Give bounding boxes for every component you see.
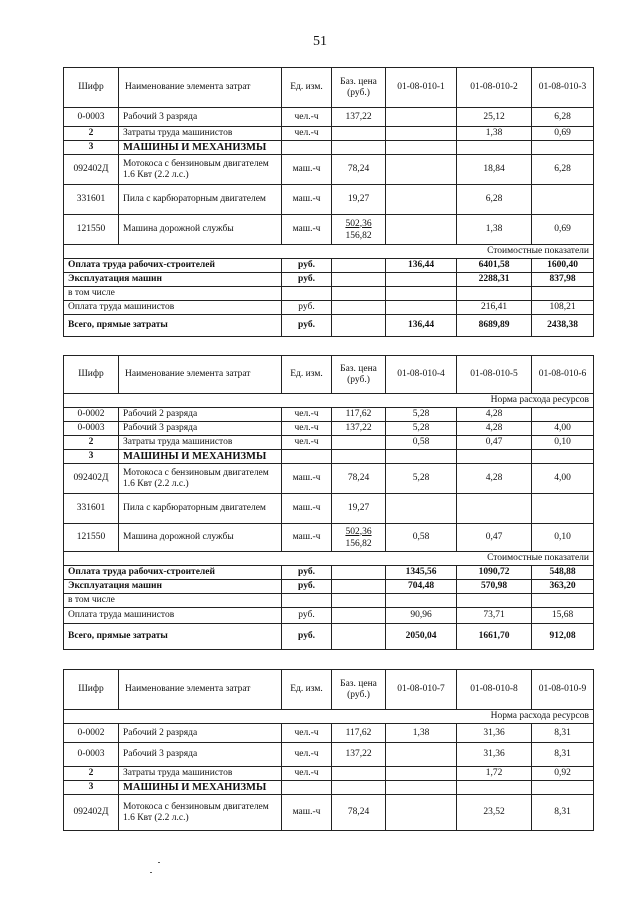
row-code: 092402Д <box>64 795 119 831</box>
total-val-a <box>386 273 457 287</box>
total-name: в том числе <box>64 594 282 608</box>
resource-table-1 <box>63 67 594 337</box>
row-name: Рабочий 3 разряда <box>119 743 282 767</box>
band-row <box>64 552 594 566</box>
row-val-c <box>532 408 594 422</box>
table-row <box>64 494 594 524</box>
section-row <box>64 781 594 795</box>
row-val-b: 6,28 <box>457 185 532 215</box>
total-unit: руб. <box>282 301 332 315</box>
total-name: Эксплуатация машин <box>64 273 282 287</box>
row-code: 092402Д <box>64 155 119 185</box>
header-name: Наименование элемента затрат <box>119 356 282 394</box>
total-unit: руб. <box>282 624 332 650</box>
row-unit: чел.-ч <box>282 436 332 450</box>
row-code: 121550 <box>64 524 119 552</box>
total-unit: руб. <box>282 259 332 273</box>
table-header-row <box>64 356 594 394</box>
row-name: Затраты труда машинистов <box>119 436 282 450</box>
header-col-c: 01-08-010-3 <box>532 68 594 108</box>
cost-indicators-label: Стоимостные показатели <box>64 552 594 566</box>
row-val-b: 4,28 <box>457 464 532 494</box>
total-unit: руб. <box>282 608 332 624</box>
resource-norm-label: Норма расхода ресурсов <box>64 710 594 724</box>
row-val-b <box>457 494 532 524</box>
total-row <box>64 273 594 287</box>
row-val-b: 4,28 <box>457 408 532 422</box>
row-unit: маш.-ч <box>282 155 332 185</box>
row-price <box>332 524 386 552</box>
table-row <box>64 743 594 767</box>
total-val-b: 2288,31 <box>457 273 532 287</box>
row-code: 331601 <box>64 185 119 215</box>
row-val-a <box>386 155 457 185</box>
row-val-b: 1,38 <box>457 127 532 141</box>
table-row <box>64 524 594 552</box>
row-name: Рабочий 2 разряда <box>119 724 282 743</box>
price-secondary: 156,82 <box>345 230 372 241</box>
total-name: Всего, прямые затраты <box>64 315 282 337</box>
total-row <box>64 624 594 650</box>
row-name: Мотокоса с бензиновым двигателем 1.6 Квт (2.2 л.с.) <box>119 155 282 185</box>
row-val-c: 8,31 <box>532 724 594 743</box>
section-row <box>64 141 594 155</box>
row-name: Пила с карбюраторным двигателем <box>119 185 282 215</box>
header-unit: Ед. изм. <box>282 356 332 394</box>
header-col-b: 01-08-010-2 <box>457 68 532 108</box>
table-row <box>64 127 594 141</box>
total-val-b: 1090,72 <box>457 566 532 580</box>
row-val-c: 4,00 <box>532 464 594 494</box>
total-name: Оплата труда рабочих-строителей <box>64 566 282 580</box>
header-code: Шифр <box>64 68 119 108</box>
row-price: 78,24 <box>332 795 386 831</box>
row-code: 2 <box>64 127 119 141</box>
total-row <box>64 301 594 315</box>
total-row <box>64 259 594 273</box>
header-col-b: 01-08-010-5 <box>457 356 532 394</box>
section-code: 3 <box>64 781 119 795</box>
total-val-a: 1345,56 <box>386 566 457 580</box>
row-val-a <box>386 108 457 127</box>
row-val-c: 0,92 <box>532 767 594 781</box>
row-val-c: 0,10 <box>532 436 594 450</box>
table-row <box>64 215 594 245</box>
total-row <box>64 566 594 580</box>
header-name: Наименование элемента затрат <box>119 68 282 108</box>
row-val-c: 8,31 <box>532 743 594 767</box>
total-row <box>64 608 594 624</box>
row-val-c: 8,31 <box>532 795 594 831</box>
header-price: Баз. цена (руб.) <box>332 670 386 710</box>
table-header-row <box>64 68 594 108</box>
header-col-a: 01-08-010-4 <box>386 356 457 394</box>
total-val-c: 548,88 <box>532 566 594 580</box>
row-name: Машина дорожной службы <box>119 215 282 245</box>
row-unit: чел.-ч <box>282 422 332 436</box>
total-val-b: 8689,89 <box>457 315 532 337</box>
row-code: 0-0003 <box>64 422 119 436</box>
row-code: 0-0003 <box>64 743 119 767</box>
page-number: 51 <box>313 34 327 49</box>
total-row <box>64 580 594 594</box>
row-unit: чел.-ч <box>282 767 332 781</box>
total-val-b: 73,71 <box>457 608 532 624</box>
header-unit: Ед. изм. <box>282 670 332 710</box>
total-val-a: 704,48 <box>386 580 457 594</box>
row-price: 19,27 <box>332 494 386 524</box>
table-row <box>64 108 594 127</box>
total-row <box>64 594 594 608</box>
band-row <box>64 245 594 259</box>
row-unit: чел.-ч <box>282 743 332 767</box>
row-val-a <box>386 795 457 831</box>
row-unit: маш.-ч <box>282 185 332 215</box>
row-val-b: 4,28 <box>457 422 532 436</box>
total-name: Оплата труда рабочих-строителей <box>64 259 282 273</box>
total-unit: руб. <box>282 566 332 580</box>
cost-indicators-label: Стоимостные показатели <box>64 245 594 259</box>
band-row <box>64 394 594 408</box>
section-row <box>64 450 594 464</box>
row-price: 117,62 <box>332 408 386 422</box>
row-code: 0-0003 <box>64 108 119 127</box>
total-val-c: 2438,38 <box>532 315 594 337</box>
row-val-c <box>532 185 594 215</box>
section-code: 3 <box>64 450 119 464</box>
table-row <box>64 724 594 743</box>
row-val-a: 5,28 <box>386 422 457 436</box>
row-unit: чел.-ч <box>282 724 332 743</box>
table-row <box>64 155 594 185</box>
header-price: Баз. цена (руб.) <box>332 356 386 394</box>
row-name: Рабочий 3 разряда <box>119 108 282 127</box>
price-primary: 502,36 <box>345 526 372 537</box>
row-name: Пила с карбюраторным двигателем <box>119 494 282 524</box>
row-unit: чел.-ч <box>282 108 332 127</box>
row-val-a <box>386 494 457 524</box>
header-col-a: 01-08-010-7 <box>386 670 457 710</box>
row-price <box>332 127 386 141</box>
row-val-c: 4,00 <box>532 422 594 436</box>
table-header-row <box>64 670 594 710</box>
section-title: МАШИНЫ И МЕХАНИЗМЫ <box>119 141 282 155</box>
row-unit: маш.-ч <box>282 464 332 494</box>
row-val-b: 0,47 <box>457 524 532 552</box>
band-row <box>64 710 594 724</box>
row-val-a <box>386 767 457 781</box>
header-unit: Ед. изм. <box>282 68 332 108</box>
resource-norm-label: Норма расхода ресурсов <box>64 394 594 408</box>
total-row <box>64 315 594 337</box>
row-val-c: 0,69 <box>532 127 594 141</box>
total-val-c: 1600,40 <box>532 259 594 273</box>
table-row <box>64 408 594 422</box>
total-val-c: 15,68 <box>532 608 594 624</box>
row-name: Рабочий 3 разряда <box>119 422 282 436</box>
row-unit: маш.-ч <box>282 494 332 524</box>
row-price: 137,22 <box>332 422 386 436</box>
price-secondary: 156,82 <box>345 538 372 549</box>
total-unit: руб. <box>282 273 332 287</box>
total-name: в том числе <box>64 287 282 301</box>
table-row <box>64 464 594 494</box>
row-unit: маш.-ч <box>282 795 332 831</box>
table-row <box>64 185 594 215</box>
row-val-b: 31,36 <box>457 724 532 743</box>
row-val-c <box>532 494 594 524</box>
table-row <box>64 767 594 781</box>
total-unit: руб. <box>282 580 332 594</box>
total-val-a: 136,44 <box>386 259 457 273</box>
total-val-b: 6401,58 <box>457 259 532 273</box>
scan-speck <box>150 872 152 873</box>
row-val-a <box>386 215 457 245</box>
row-val-b: 25,12 <box>457 108 532 127</box>
total-val-c: 363,20 <box>532 580 594 594</box>
total-val-a <box>386 301 457 315</box>
row-code: 331601 <box>64 494 119 524</box>
total-name: Оплата труда машинистов <box>64 608 282 624</box>
row-val-b: 23,52 <box>457 795 532 831</box>
row-name: Мотокоса с бензиновым двигателем 1.6 Квт (2.2 л.с.) <box>119 795 282 831</box>
row-price <box>332 215 386 245</box>
header-code: Шифр <box>64 356 119 394</box>
row-name: Мотокоса с бензиновым двигателем 1.6 Квт (2.2 л.с.) <box>119 464 282 494</box>
total-val-a: 90,96 <box>386 608 457 624</box>
total-val-a: 2050,04 <box>386 624 457 650</box>
row-code: 092402Д <box>64 464 119 494</box>
table-row <box>64 795 594 831</box>
row-price: 137,22 <box>332 108 386 127</box>
total-unit: руб. <box>282 315 332 337</box>
row-price: 117,62 <box>332 724 386 743</box>
row-val-c: 0,69 <box>532 215 594 245</box>
total-val-c: 912,08 <box>532 624 594 650</box>
row-val-a <box>386 185 457 215</box>
row-price: 137,22 <box>332 743 386 767</box>
scan-speck <box>158 862 160 863</box>
row-unit: чел.-ч <box>282 408 332 422</box>
row-name: Машина дорожной службы <box>119 524 282 552</box>
row-name: Затраты труда машинистов <box>119 767 282 781</box>
header-name: Наименование элемента затрат <box>119 670 282 710</box>
row-val-c: 6,28 <box>532 155 594 185</box>
row-val-b: 1,72 <box>457 767 532 781</box>
row-val-b: 0,47 <box>457 436 532 450</box>
row-price: 78,24 <box>332 464 386 494</box>
row-val-a <box>386 127 457 141</box>
header-price: Баз. цена (руб.) <box>332 68 386 108</box>
price-primary: 502,36 <box>345 218 372 229</box>
header-col-c: 01-08-010-6 <box>532 356 594 394</box>
row-val-c: 6,28 <box>532 108 594 127</box>
table-row <box>64 422 594 436</box>
section-title: МАШИНЫ И МЕХАНИЗМЫ <box>119 450 282 464</box>
row-unit: маш.-ч <box>282 524 332 552</box>
row-val-a: 1,38 <box>386 724 457 743</box>
total-row <box>64 287 594 301</box>
total-val-c: 108,21 <box>532 301 594 315</box>
row-val-a: 5,28 <box>386 408 457 422</box>
row-val-c: 0,10 <box>532 524 594 552</box>
row-price <box>332 767 386 781</box>
row-price: 19,27 <box>332 185 386 215</box>
total-val-b: 570,98 <box>457 580 532 594</box>
row-val-a: 5,28 <box>386 464 457 494</box>
row-unit: маш.-ч <box>282 215 332 245</box>
row-val-a: 0,58 <box>386 436 457 450</box>
section-code: 3 <box>64 141 119 155</box>
header-col-c: 01-08-010-9 <box>532 670 594 710</box>
total-val-c: 837,98 <box>532 273 594 287</box>
header-col-a: 01-08-010-1 <box>386 68 457 108</box>
row-code: 2 <box>64 436 119 450</box>
section-title: МАШИНЫ И МЕХАНИЗМЫ <box>119 781 282 795</box>
row-code: 2 <box>64 767 119 781</box>
resource-table-3 <box>63 669 594 831</box>
total-name: Оплата труда машинистов <box>64 301 282 315</box>
total-val-a: 136,44 <box>386 315 457 337</box>
row-price: 78,24 <box>332 155 386 185</box>
total-name: Эксплуатация машин <box>64 580 282 594</box>
row-val-b: 1,38 <box>457 215 532 245</box>
total-val-b: 1661,70 <box>457 624 532 650</box>
row-val-b: 31,36 <box>457 743 532 767</box>
header-col-b: 01-08-010-8 <box>457 670 532 710</box>
row-code: 121550 <box>64 215 119 245</box>
row-name: Затраты труда машинистов <box>119 127 282 141</box>
row-val-b: 18,84 <box>457 155 532 185</box>
total-val-b: 216,41 <box>457 301 532 315</box>
row-name: Рабочий 2 разряда <box>119 408 282 422</box>
row-val-a: 0,58 <box>386 524 457 552</box>
row-code: 0-0002 <box>64 408 119 422</box>
row-price <box>332 436 386 450</box>
header-code: Шифр <box>64 670 119 710</box>
row-unit: чел.-ч <box>282 127 332 141</box>
row-code: 0-0002 <box>64 724 119 743</box>
row-val-a <box>386 743 457 767</box>
total-name: Всего, прямые затраты <box>64 624 282 650</box>
table-row <box>64 436 594 450</box>
resource-table-2 <box>63 355 594 650</box>
